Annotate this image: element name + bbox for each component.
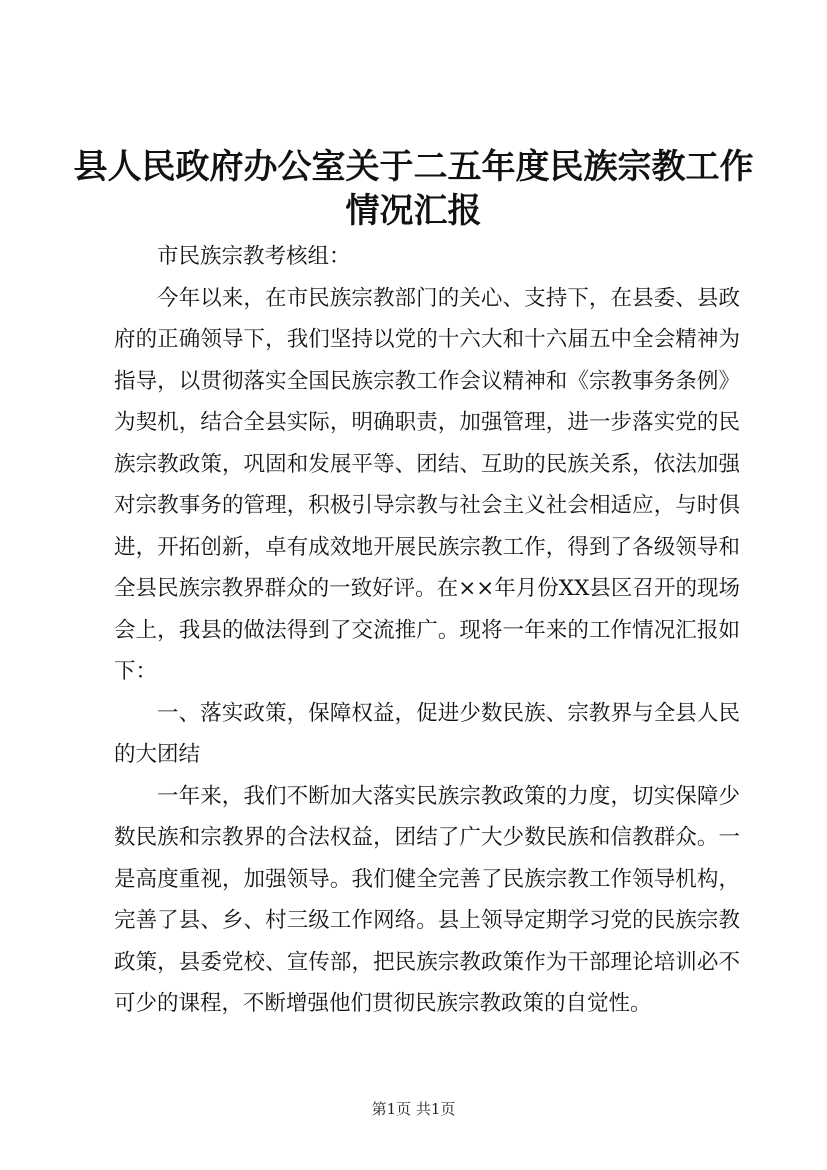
document-title-line1: 县人民政府办公室关于二五年度民族宗教工作 xyxy=(73,147,754,187)
section-heading-1: 一、落实政策，保障权益，促进少数民族、宗教界与全县人民的大团结 xyxy=(114,700,740,767)
document-title-line2: 情况汇报 xyxy=(345,191,482,231)
paragraph-section-1: 一年来，我们不断加大落实民族宗教政策的力度，切实保障少数民族和宗教界的合法权益，团结了广大少数民族和信教群众。一是高度重视，加强领导。我们健全完善了民族宗教工作领导机构，完善了县、乡、村三级工作网络。县上领导定期学习党的民族宗教政策，县委党校、宣传部，把民族宗教政策作为干部理论培训必不可少的课程，不断增强他们贯彻民族宗教政策的自觉性。 xyxy=(114,783,740,1016)
salutation: 市民族宗教考核组： xyxy=(157,244,351,269)
document-body xyxy=(114,236,740,1025)
paragraph-intro: 今年以来，在市民族宗教部门的关心、支持下，在县委、县政府的正确领导下，我们坚持以党的十六大和十六届五中全会精神为指导，以贯彻落实全国民族宗教工作会议精神和《宗教事务条例》为契机，结合全县实际，明确职责，加强管理，进一步落实党的民族宗教政策，巩固和发展平等、团结、互助的民族关系，依法加强对宗教事务的管理，积极引导宗教与社会主义社会相适应，与时俱进，开拓创新，卓有成效地开展民族宗教工作，得到了各级领导和全县民族宗教界群众的一致好评。在××年月份XX县区召开的现场会上，我县的做法得到了交流推广。现将一年来的工作情况汇报如下： xyxy=(114,285,740,684)
page-footer: 第1页 共1页 xyxy=(371,1100,456,1118)
